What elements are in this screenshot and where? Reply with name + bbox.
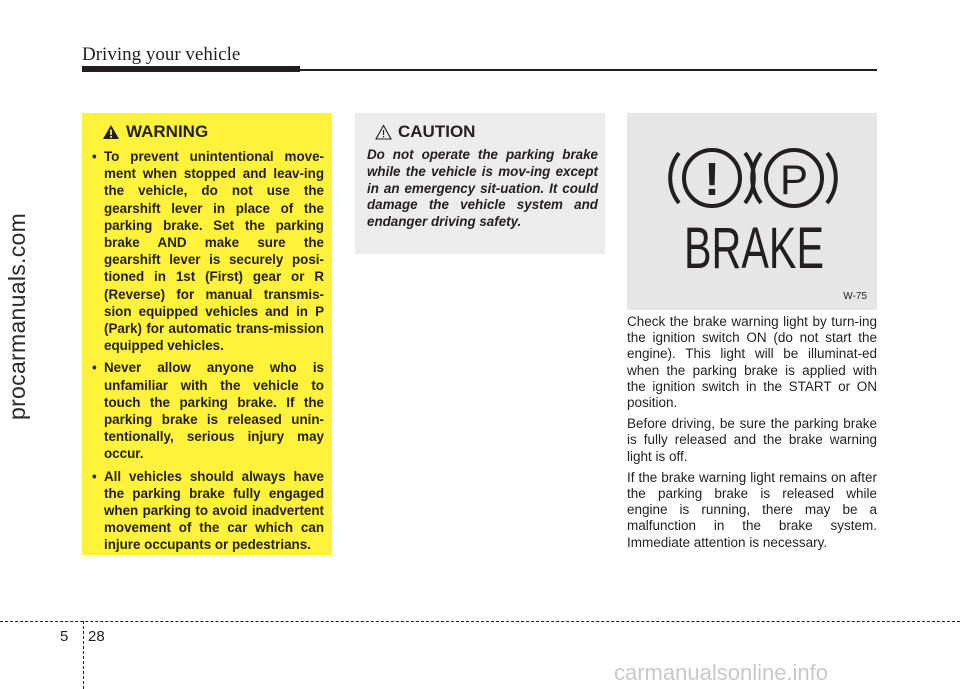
- caution-heading: [375, 122, 598, 142]
- warning-heading-text: WARNING: [126, 122, 209, 141]
- footer-vertical-rule: [83, 621, 84, 689]
- warning-box: [82, 113, 332, 555]
- caution-heading-text: CAUTION: [398, 122, 476, 141]
- brake-warning-light-icon: [627, 113, 877, 310]
- chapter-number: 5: [60, 628, 69, 645]
- caution-triangle-icon: [375, 124, 392, 140]
- warning-list: [92, 148, 324, 554]
- brake-word: BRAKE: [684, 216, 824, 281]
- exclamation-glyph: !: [704, 153, 720, 205]
- side-watermark: procarmanuals.com: [4, 212, 30, 420]
- body-paragraph: Before driving, be sure the parking brake is fully released and the brake warning light is off.: [627, 416, 877, 464]
- body-paragraph: Check the brake warning light by turn-ing the ignition switch ON (do not start the engine). This light will be illuminat-ed when the parking brake is applied with the ignition switch in the START or ON position.: [627, 314, 877, 411]
- caution-body: Do not operate the parking brake while the vehicle is mov-ing except in an emergency sit-uation. It could damage the vehicle system and endanger driving safety.: [367, 147, 598, 230]
- page-header-title: Driving your vehicle: [82, 44, 241, 65]
- footer-rule: [0, 621, 960, 622]
- warning-item: • All vehicles should always have the parking brake fully engaged when parking to avoid inadvertent movement of the car which can injure occupants or pedestrians.: [92, 468, 324, 554]
- page-number: 28: [88, 628, 105, 645]
- warning-heading: [102, 122, 324, 142]
- caution-box: [355, 113, 605, 254]
- body-paragraph: If the brake warning light remains on after the parking brake is released while engine is running, there may be a malfunction in the brake system. Immediate attention is necessary.: [627, 469, 877, 550]
- header-rule-thin: [300, 69, 877, 71]
- brake-warning-illustration: [627, 113, 877, 310]
- body-text: [627, 314, 877, 556]
- header-rule-thick: [82, 66, 300, 72]
- warning-triangle-icon: [102, 124, 120, 140]
- warning-item: • To prevent unintentional move-ment when stopped and leav-ing the vehicle, do not use the gearshift lever in place of the parking brake. Set the parking brake AND make sure the gearshift lever is securely posi-tioned in 1st (First) gear or R (Reverse) for manual transmis-sion equipped vehicles and in P (Park) for automatic trans-mission equipped vehicles.: [92, 148, 324, 354]
- warning-item: • Never allow anyone who is unfamiliar with the vehicle to touch the parking brake. If the parking brake is released unin-tentionally, serious injury may occur.: [92, 359, 324, 462]
- park-letter: P: [779, 156, 809, 203]
- bottom-watermark: carmanualsonline.info: [614, 660, 829, 685]
- illustration-code: W-75: [843, 291, 867, 302]
